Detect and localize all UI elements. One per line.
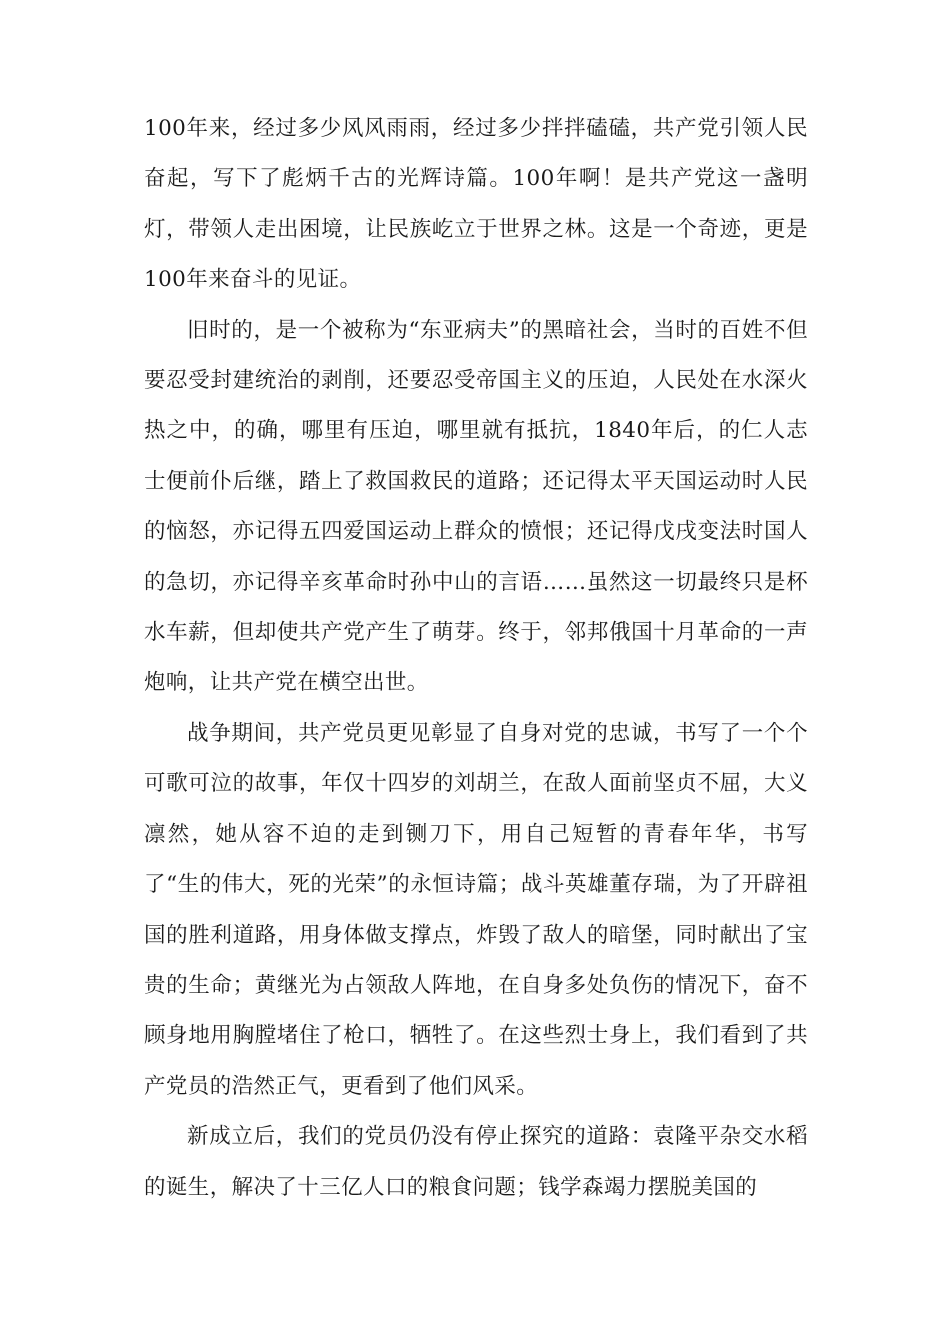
paragraph-1: 100年来，经过多少风风雨雨，经过多少拌拌磕磕，共产党引领人民奋起，写下了彪炳千古的光辉诗篇。100年啊！是共产党这一盏明灯，带领人走出困境，让民族屹立于世界之林。这是一个奇迹，更是100年来奋斗的见证。 bbox=[144, 116, 808, 293]
paragraph-2: 旧时的，是一个被称为“东亚病夫”的黑暗社会，当时的百姓不但要忍受封建统治的剥削，还要忍受帝国主义的压迫，人民处在水深火热之中，的确，哪里有压迫，哪里就有抵抗，1840年后，的仁人志士便前仆后继，踏上了救国救民的道路；还记得太平天国运动时人民的恼怒，亦记得五四爱国运动上群众的愤恨；还记得戊戌变法时国人的急切，亦记得辛亥革命时孙中山的言语……虽然这一切最终只是杯水车薪，但却使共产党产生了萌芽。终于，邻邦俄国十月革命的一声炮响，让共产党在横空出世。 bbox=[144, 317, 808, 696]
document-body bbox=[144, 104, 808, 1213]
paragraph-3: 战争期间，共产党员更见彰显了自身对党的忠诚，书写了一个个可歌可泣的故事，年仅十四岁的刘胡兰，在敌人面前坚贞不屈，大义凛然，她从容不迫的走到铡刀下，用自己短暂的青春年华，书写了“生的伟大，死的光荣”的永恒诗篇；战斗英雄董存瑞，为了开辟祖国的胜利道路，用身体做支撑点，炸毁了敌人的暗堡，同时献出了宝贵的生命；黄继光为占领敌人阵地，在自身多处负伤的情况下，奋不顾身地用胸膛堵住了枪口，牺牲了。在这些烈士身上，我们看到了共产党员的浩然正气，更看到了他们风采。 bbox=[144, 720, 808, 1099]
paragraph-4: 新成立后，我们的党员仍没有停止探究的道路：袁隆平杂交水稻的诞生，解决了十三亿人口的粮食问题；钱学森竭力摆脱美国的 bbox=[144, 1124, 808, 1200]
